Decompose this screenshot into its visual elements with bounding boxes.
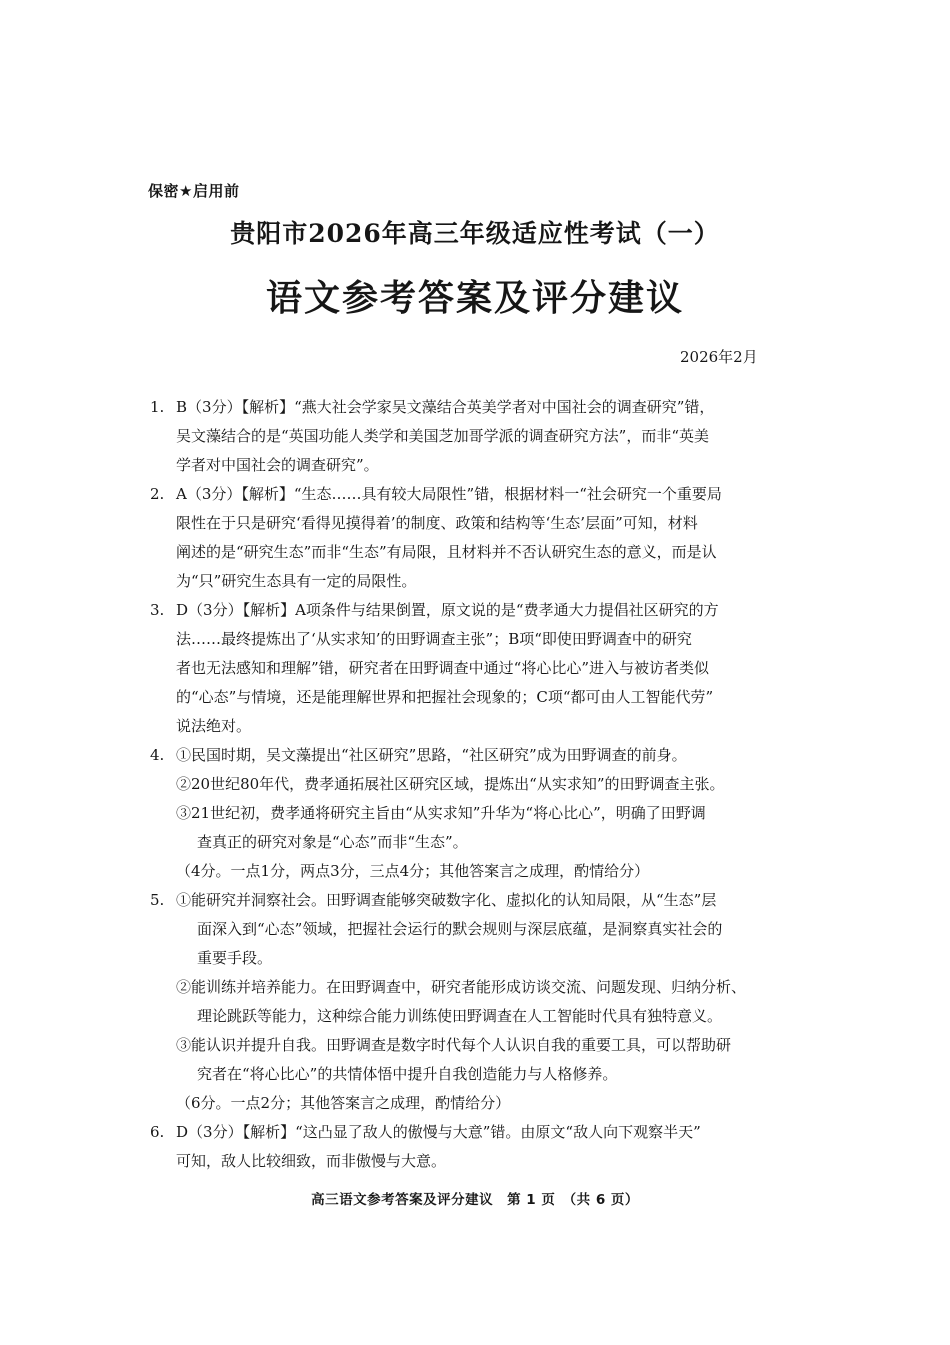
scoring-note: （6分。一点2分；其他答案言之成理，酌情给分） [176,1094,511,1112]
answer-text-line: D（3分）【解析】“这凸显了敌人的傲慢与大意”错。由原文“敌人向下观察半天” [176,1123,701,1141]
answer-item-1 [150,393,810,480]
answer-text-line: 法……最终提炼出了‘从实求知’的田野调查主张”；B项“即使田野调查中的研究 [176,630,692,648]
answer-text-line: 限性在于只是研究‘看得见摸得着’的制度、政策和结构等‘生态’层面”可知，材料 [176,514,698,532]
answer-point-text: ③21世纪初，费孝通将研究主旨由“从实求知”升华为“将心比心”，明确了田野调 [176,804,706,822]
answer-item-4 [150,741,810,886]
exam-title: 贵阳市2026年高三年级适应性考试（一） [230,219,720,248]
answer-item-2 [150,480,810,596]
document-title: 语文参考答案及评分建议 [265,277,684,319]
document-date: 2026年2月 [680,348,758,366]
answer-item-3 [150,596,810,741]
answer-number: 6. [150,1123,165,1141]
answer-point-continuation: 理论跳跃等能力，这种综合能力训练使田野调查在人工智能时代具有独特意义。 [197,1007,723,1025]
answer-point [176,741,810,770]
page-footer: 高三语文参考答案及评分建议 第 1 页 （共 6 页） [311,1192,639,1208]
answer-text-line: A（3分）【解析】“生态……具有较大局限性”错，根据材料一“社会研究一个重要局 [176,485,722,503]
confidential-label: 保密★启用前 [148,182,240,200]
answer-number: 2. [150,485,165,503]
answer-point-text: ③能认识并提升自我。田野调查是数字时代每个人认识自我的重要工具，可以帮助研 [176,1036,732,1054]
answer-point [176,1031,810,1089]
answer-point-continuation: 面深入到“心态”领域，把握社会运行的默会规则与深层底蕴，是洞察真实社会的 [197,920,723,938]
answer-point [176,886,810,973]
answer-number: 1. [150,398,165,416]
answer-point [176,770,810,799]
answer-text-line: D（3分）【解析】A项条件与结果倒置，原文说的是“费孝通大力提倡社区研究的方 [176,601,719,619]
answer-text-line: 可知，敌人比较细致，而非傲慢与大意。 [176,1152,447,1170]
answer-point-text: ①民国时期，吴文藻提出“社区研究”思路，“社区研究”成为田野调查的前身。 [176,746,687,764]
answer-number: 3. [150,601,165,619]
answer-point-text: ①能研究并洞察社会。田野调查能够突破数字化、虚拟化的认知局限，从“生态”层 [176,891,717,909]
answer-point [176,799,810,857]
answer-text-line: 学者对中国社会的调查研究”。 [176,456,379,474]
answer-text-line: 阐述的是“研究生态”而非“生态”有局限，且材料并不否认研究生态的意义，而是认 [176,543,717,561]
answer-text-line: 说法绝对。 [176,717,252,735]
answer-list [150,393,810,1176]
answer-text-line: 吴文藻结合的是“英国功能人类学和美国芝加哥学派的调查研究方法”，而非“英美 [176,427,710,445]
answer-text-line: 者也无法感知和理解”错，研究者在田野调查中通过“将心比心”进入与被访者类似 [176,659,710,677]
answer-point-continuation: 查真正的研究对象是“心态”而非“生态”。 [197,833,468,851]
answer-text-line: 为“只”研究生态具有一定的局限性。 [176,572,417,590]
answer-number: 4. [150,746,165,764]
answer-text-line: 的“心态”与情境，还是能理解世界和把握社会现象的；C项“都可由人工智能代劳” [176,688,714,706]
answer-item-5 [150,886,810,1118]
answer-point-text: ②20世纪80年代，费孝通拓展社区研究区域，提炼出“从实求知”的田野调查主张。 [176,775,725,793]
answer-point-text: ②能训练并培养能力。在田野调查中，研究者能形成访谈交流、问题发现、归纳分析、 [176,978,747,996]
answer-point [176,973,810,1031]
answer-text-line: B（3分）【解析】“燕大社会学家吴文藻结合英美学者对中国社会的调查研究”错， [176,398,715,416]
answer-item-6 [150,1118,810,1176]
answer-number: 5. [150,891,165,909]
answer-point-continuation: 究者在“将心比心”的共情体悟中提升自我创造能力与人格修养。 [197,1065,618,1083]
scoring-note: （4分。一点1分，两点3分，三点4分；其他答案言之成理，酌情给分） [176,862,650,880]
answer-point-continuation: 重要手段。 [197,949,273,967]
